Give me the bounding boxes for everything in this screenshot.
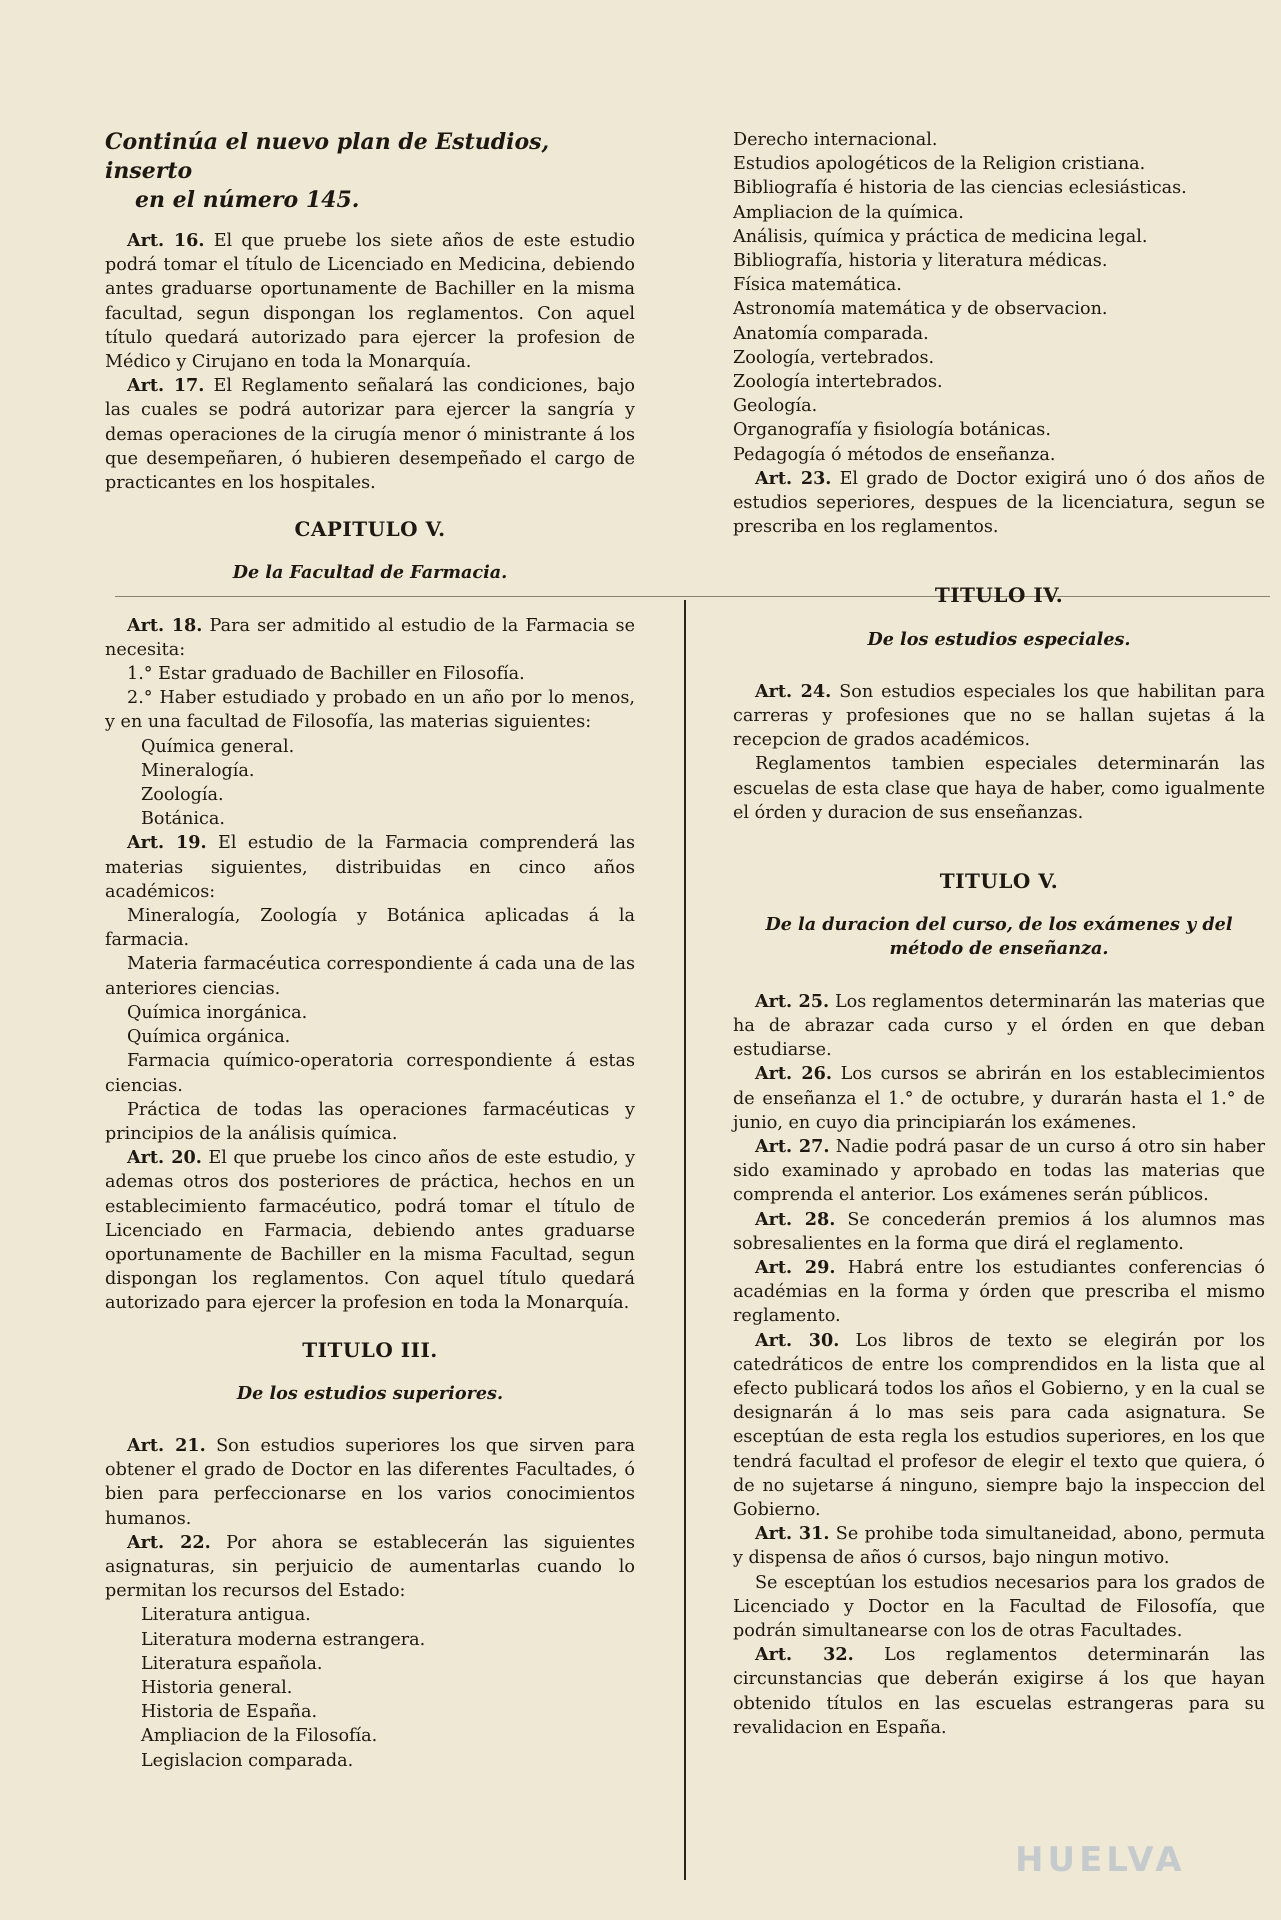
article-18: Art. 18. Para ser admitido al estudio de la Farmacia se necesita: (105, 614, 635, 660)
column-divider (684, 600, 686, 1880)
article-16: Art. 16. El que pruebe los siete años de este estudio podrá tomar el título de Licenciado en Medicina, debiendo antes graduarse oportunamente de Bachiller en la misma facultad, segun dispongan los reglamentos. Con aquel título quedará autorizado para ejercer la profesion de Médico y Cirujano en toda la Monarquía. (105, 230, 636, 373)
list-item: Botánica. (141, 809, 225, 830)
article-22: Art. 22. Por ahora se establecerán las siguientes asignaturas, sin perjuicio de aumentarlas cuando lo permitan los recursos del Estado: (105, 1531, 635, 1602)
list-item: Mineralogía. (141, 760, 255, 781)
article-24-paragraph-2: Reglamentos tambien especiales determinarán las escuelas de esta clase que haya de haber, como igualmente el órden y duracion de sus enseñanzas. (733, 754, 1265, 823)
article-23: Art. 23. El grado de Doctor exigirá uno ó dos años de estudios seperiores, despues de la licenciatura, segun se prescriba en los reglamentos. (733, 467, 1266, 538)
archive-watermark: HUELVA (1015, 1840, 1186, 1880)
article-18-req-1: 1.° Estar graduado de Bachiller en Filosofía. (127, 664, 525, 685)
title-3-subtitle: De los estudios superiores. (236, 1382, 504, 1404)
list-item: Química general. (141, 736, 295, 757)
list-item: Análisis, química y práctica de medicina legal. (733, 226, 1148, 247)
list-item: Historia general. (141, 1677, 293, 1698)
article-17: Art. 17. El Reglamento señalará las condiciones, bajo las cuales se podrá autorizar para ejercer la sangría y demas operaciones de la cirugía menor ó ministrante á los que desempeñaren, ó hubieren desempeñado el cargo de practicantes en los hospitales. (105, 375, 635, 494)
title-4-heading: TITULO IV. (934, 583, 1064, 608)
page-headline (105, 128, 635, 215)
list-item: Zoología. (141, 785, 224, 806)
list-item: Historia de España. (141, 1702, 318, 1723)
list-item: Ampliacion de la química. (733, 202, 964, 223)
article-25: Art. 25. Los reglamentos determinarán las materias que ha de abrazar cada curso y el órden en que deban estudiarse. (733, 990, 1266, 1061)
list-item: Literatura antigua. (141, 1605, 311, 1626)
article-20: Art. 20. El que pruebe los cinco años de este estudio, y ademas otros dos posteriores de práctica, hechos en un establecimiento farmacéutico, podrá tomar el título de Licenciado en Farmacia, debiendo antes graduarse oportunamente de Bachiller en la misma Facultad, segun dispongan los reglamentos. Con aquel título quedará autorizado para ejercer la profesion en toda la Monarquía. (105, 1147, 636, 1314)
list-item: Pedagogía ó métodos de enseñanza. (733, 444, 1056, 465)
list-item: Astronomía matemática y de observacion. (733, 299, 1108, 320)
left-column (105, 128, 635, 1773)
article-28: Art. 28. Se concederán premios á los alumnos mas sobresalientes en la forma que dirá el reglamento. (733, 1208, 1265, 1254)
list-item: Farmacia químico-operatoria correspondiente á estas ciencias. (105, 1051, 635, 1096)
right-column (733, 128, 1265, 1740)
article-21: Art. 21. Son estudios superiores los que sirven para obtener el grado de Doctor en las diferentes Facultades, ó bien para perfeccionarse en los varios conocimientos humanos. (105, 1434, 636, 1529)
list-item: Literatura moderna estrangera. (141, 1629, 426, 1650)
title-5-heading: TITULO V. (939, 869, 1059, 894)
list-item: Zoología, vertebrados. (733, 347, 935, 368)
list-item: Química orgánica. (127, 1027, 291, 1048)
list-item: Zoología intertebrados. (733, 372, 943, 393)
headline-line-2: en el número 145. (135, 187, 360, 213)
list-item: Mineralogía, Zoología y Botánica aplicadas á la farmacia. (105, 906, 635, 951)
list-item: Materia farmacéutica correspondiente á cada una de las anteriores ciencias. (105, 954, 635, 999)
list-item: Anatomía comparada. (733, 323, 929, 344)
article-27: Art. 27. Nadie podrá pasar de un curso á otro sin haber sido examinado y aprobado en todas las materias que comprenda el anterior. Los exámenes serán públicos. (733, 1135, 1265, 1206)
article-26: Art. 26. Los cursos se abrirán en los establecimientos de enseñanza el 1.° de octubre, y durarán hasta el 1.° de junio, en cuyo dia principiarán los exámenes. (733, 1063, 1266, 1133)
headline-line-1: Continúa el nuevo plan de Estudios, inserto (105, 129, 550, 184)
list-item: Geología. (733, 396, 818, 417)
list-item: Química inorgánica. (127, 1002, 308, 1023)
title-5-subtitle: De la duracion del curso, de los exámenes y del método de enseñanza. (765, 914, 1233, 960)
list-item: Literatura española. (141, 1653, 323, 1674)
list-item: Ampliacion de la Filosofía. (141, 1726, 378, 1747)
chapter-5-subtitle: De la Facultad de Farmacia. (232, 562, 508, 584)
article-19: Art. 19. El estudio de la Farmacia comprenderá las materias siguientes, distribuidas en cinco años académicos: (105, 832, 636, 902)
article-31-paragraph-2: Se esceptúan los estudios necesarios para los grados de Licenciado y Doctor en la Facultad de Filosofía, que podrán simultanearse con los de otras Facultades. (733, 1572, 1265, 1641)
article-24: Art. 24. Son estudios especiales los que habilitan para carreras y profesiones que no se hallan sujetas á la recepcion de grados académicos. (733, 680, 1266, 751)
list-item: Estudios apologéticos de la Religion cristiana. (733, 154, 1146, 175)
list-item: Organografía y fisiología botánicas. (733, 420, 1051, 441)
list-item: Física matemática. (733, 275, 902, 296)
list-item: Bibliografía, historia y literatura médicas. (733, 251, 1108, 272)
title-3-heading: TITULO III. (302, 1337, 438, 1362)
article-32: Art. 32. Los reglamentos determinarán las circunstancias que deberán exigirse á los que hayan obtenido títulos en las escuelas estrangeras para su revalidacion en España. (733, 1644, 1266, 1738)
list-item: Práctica de todas las operaciones farmacéuticas y principios de la análisis química. (105, 1099, 635, 1144)
chapter-5-title: CAPITULO V. (294, 517, 446, 542)
title-4-subtitle: De los estudios especiales. (867, 628, 1131, 650)
list-item: Derecho internacional. (733, 130, 938, 150)
article-30: Art. 30. Los libros de texto se elegirán por los catedráticos de entre los comprendidos en la lista que al efecto publicará todos los años el Gobierno, y en la cual se designarán á lo mas seis para cada asignatura. Se esceptúan de esta regla los estudios superiores, en los que tendrá facultad el profesor de elegir el texto que quiera, ó de no sujetarse á ninguno, siempre bajo la inspeccion del Gobierno. (733, 1329, 1265, 1520)
article-31: Art. 31. Se prohibe toda simultaneidad, abono, permuta y dispensa de años ó cursos, bajo ningun motivo. (733, 1523, 1266, 1569)
article-18-req-2: 2.° Haber estudiado y probado en un año por lo menos, y en una facultad de Filosofía, las materias siguientes: (105, 688, 635, 733)
list-item: Bibliografía é historia de las ciencias eclesiásticas. (733, 178, 1187, 199)
list-item: Legislacion comparada. (141, 1750, 354, 1771)
article-29: Art. 29. Habrá entre los estudiantes conferencias ó académias en la forma y órden que prescriba el mismo reglamento. (733, 1256, 1265, 1327)
